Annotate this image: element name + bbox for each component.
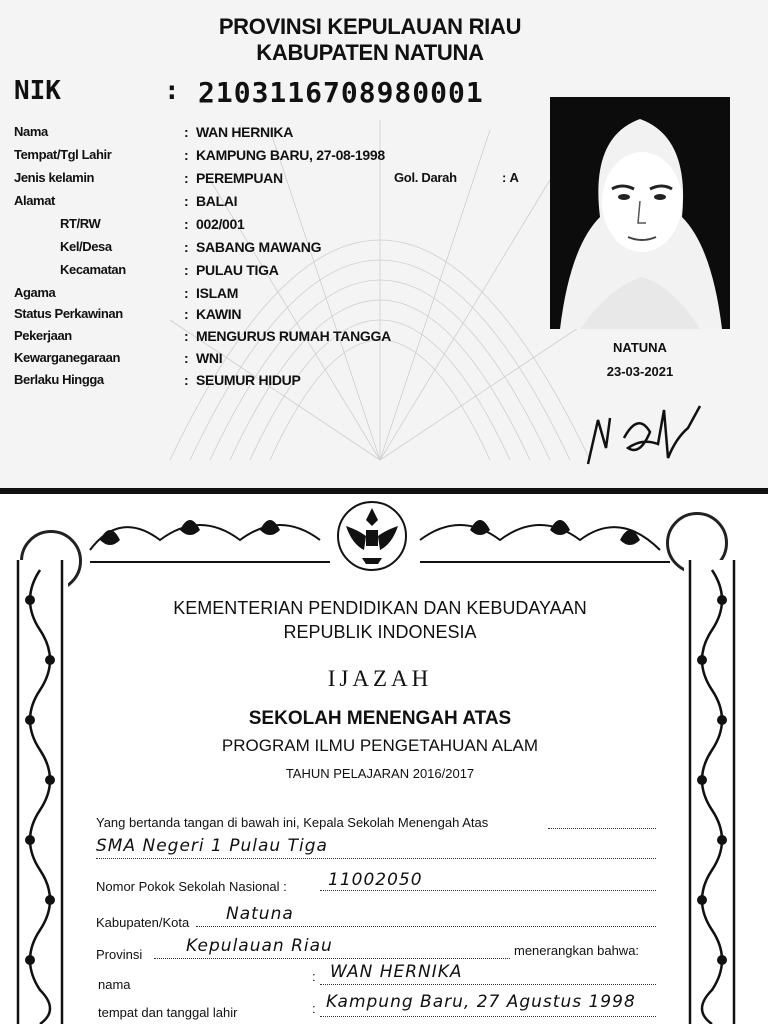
field-colon: : <box>184 147 189 163</box>
field-kewarganegaraan <box>14 350 554 372</box>
dotted-line <box>320 1016 656 1017</box>
ktp-province-header: PROVINSI KEPULAUAN RIAU <box>218 14 522 39</box>
ornament-border-right-icon <box>684 560 740 1024</box>
ttl-value-wrap <box>326 992 636 1012</box>
field-kecamatan <box>14 262 554 284</box>
field-jenis-kelamin <box>14 170 554 192</box>
field-value: PULAU TIGA <box>196 262 279 278</box>
ttl-colon: : <box>312 1001 316 1016</box>
portrait-silhouette-icon <box>550 97 730 329</box>
certificate-title: IJAZAH <box>327 666 433 691</box>
gol-darah-value: : A <box>502 170 519 185</box>
provinsi-value: Kepulauan Riau <box>186 936 333 956</box>
nama-value-wrap <box>330 962 463 982</box>
field-colon: : <box>184 262 189 278</box>
school-name-value: SMA Negeri 1 Pulau Tiga <box>96 836 328 856</box>
field-value: KAWIN <box>196 306 242 322</box>
field-colon: : <box>184 216 189 232</box>
nik-row <box>14 76 534 112</box>
gol-darah-label: Gol. Darah <box>394 170 457 185</box>
field-label: Jenis kelamin <box>14 170 95 185</box>
kabupaten-line <box>96 914 189 932</box>
ktp-regency-header: KABUPATEN NATUNA <box>256 40 484 65</box>
field-colon: : <box>184 350 189 366</box>
field-label: Kecamatan <box>60 262 126 277</box>
id-photo <box>550 97 730 329</box>
field-value: PEREMPUAN <box>196 170 283 186</box>
kabupaten-label: Kabupaten/Kota <box>96 915 190 930</box>
study-program: PROGRAM ILMU PENGETAHUAN ALAM <box>221 736 539 755</box>
nama-line <box>98 976 131 994</box>
dotted-line <box>154 958 510 959</box>
npsn-label: Nomor Pokok Sekolah Nasional : <box>96 879 287 894</box>
field-kel-desa <box>14 239 554 261</box>
field-label: Pekerjaan <box>14 328 72 343</box>
field-value: WNI <box>196 350 223 366</box>
field-value: 002/001 <box>196 216 245 232</box>
field-alamat <box>14 193 554 215</box>
field-label: Kel/Desa <box>60 239 112 254</box>
provinsi-label: Provinsi <box>96 947 143 962</box>
ornament-border-left-icon <box>12 560 68 1024</box>
garuda-emblem-icon <box>334 500 410 572</box>
ttl-value: Kampung Baru, 27 Agustus 1998 <box>326 992 636 1012</box>
menerangkan-text: menerangkan bahwa: <box>514 943 640 958</box>
field-colon: : <box>184 372 189 388</box>
kabupaten-value-wrap <box>226 904 294 924</box>
field-label: RT/RW <box>60 216 101 231</box>
menerangkan-line <box>514 942 639 960</box>
field-value: SEUMUR HIDUP <box>196 372 301 388</box>
ijazah-certificate <box>0 500 768 1024</box>
field-status-perkawinan <box>14 306 554 328</box>
nik-value: 2103116708980001 <box>198 76 484 109</box>
dotted-line <box>196 926 656 927</box>
field-colon: : <box>184 285 189 301</box>
ttl-label: tempat dan tanggal lahir <box>98 1005 238 1020</box>
nama-value: WAN HERNIKA <box>330 962 463 982</box>
kabupaten-value: Natuna <box>226 904 294 924</box>
nama-colon-wrap <box>312 968 316 986</box>
field-label: Alamat <box>14 193 55 208</box>
intro-line <box>96 814 488 832</box>
ministry-line1: KEMENTERIAN PENDIDIKAN DAN KEBUDAYAAN <box>173 598 587 618</box>
field-value: KAMPUNG BARU, 27-08-1998 <box>196 147 385 163</box>
field-label: Status Perkawinan <box>14 306 123 321</box>
field-berlaku-hingga <box>14 372 554 394</box>
dotted-line <box>320 890 656 891</box>
school-name-line <box>96 836 328 856</box>
nik-colon: : <box>164 76 180 106</box>
field-label: Berlaku Hingga <box>14 372 104 387</box>
field-agama <box>14 285 554 307</box>
field-label: Kewarganegaraan <box>14 350 120 365</box>
npsn-line <box>96 878 287 896</box>
nama-colon: : <box>312 969 316 984</box>
dotted-line <box>96 858 656 859</box>
field-value: SABANG MAWANG <box>196 239 322 255</box>
field-value: ISLAM <box>196 285 239 301</box>
provinsi-value-wrap <box>186 936 333 956</box>
ttl-line <box>98 1004 237 1022</box>
issue-place: NATUNA <box>613 340 667 355</box>
field-colon: : <box>184 239 189 255</box>
intro-text: Yang bertanda tangan di bawah ini, Kepala Sekolah Menengah Atas <box>96 815 489 830</box>
field-rt-rw <box>14 216 554 238</box>
field-value: MENGURUS RUMAH TANGGA <box>196 328 391 344</box>
signature-icon <box>580 398 710 470</box>
field-colon: : <box>184 328 189 344</box>
dotted-line <box>548 828 656 829</box>
ministry-line2: REPUBLIK INDONESIA <box>283 622 477 642</box>
nama-label: nama <box>98 977 131 992</box>
field-label: Nama <box>14 124 48 139</box>
field-colon: : <box>184 170 189 186</box>
dotted-line <box>320 984 656 985</box>
field-value: WAN HERNIKA <box>196 124 294 140</box>
field-colon: : <box>184 193 189 209</box>
school-level: SEKOLAH MENENGAH ATAS <box>248 708 512 729</box>
ktp-card <box>0 0 768 494</box>
ttl-colon-wrap <box>312 1000 316 1018</box>
npsn-value-wrap <box>328 870 423 890</box>
field-label: Agama <box>14 285 56 300</box>
issue-date: 23-03-2021 <box>606 364 674 379</box>
field-value: BALAI <box>196 193 238 209</box>
field-colon: : <box>184 306 189 322</box>
academic-year: TAHUN PELAJARAN 2016/2017 <box>285 766 475 781</box>
field-nama <box>14 124 554 146</box>
field-colon: : <box>184 124 189 140</box>
field-pekerjaan <box>14 328 554 350</box>
nik-label: NIK <box>14 76 61 106</box>
npsn-value: 11002050 <box>328 870 423 890</box>
provinsi-line <box>96 946 142 964</box>
field-label: Tempat/Tgl Lahir <box>14 147 112 162</box>
field-tempat-tgl-lahir <box>14 147 554 169</box>
